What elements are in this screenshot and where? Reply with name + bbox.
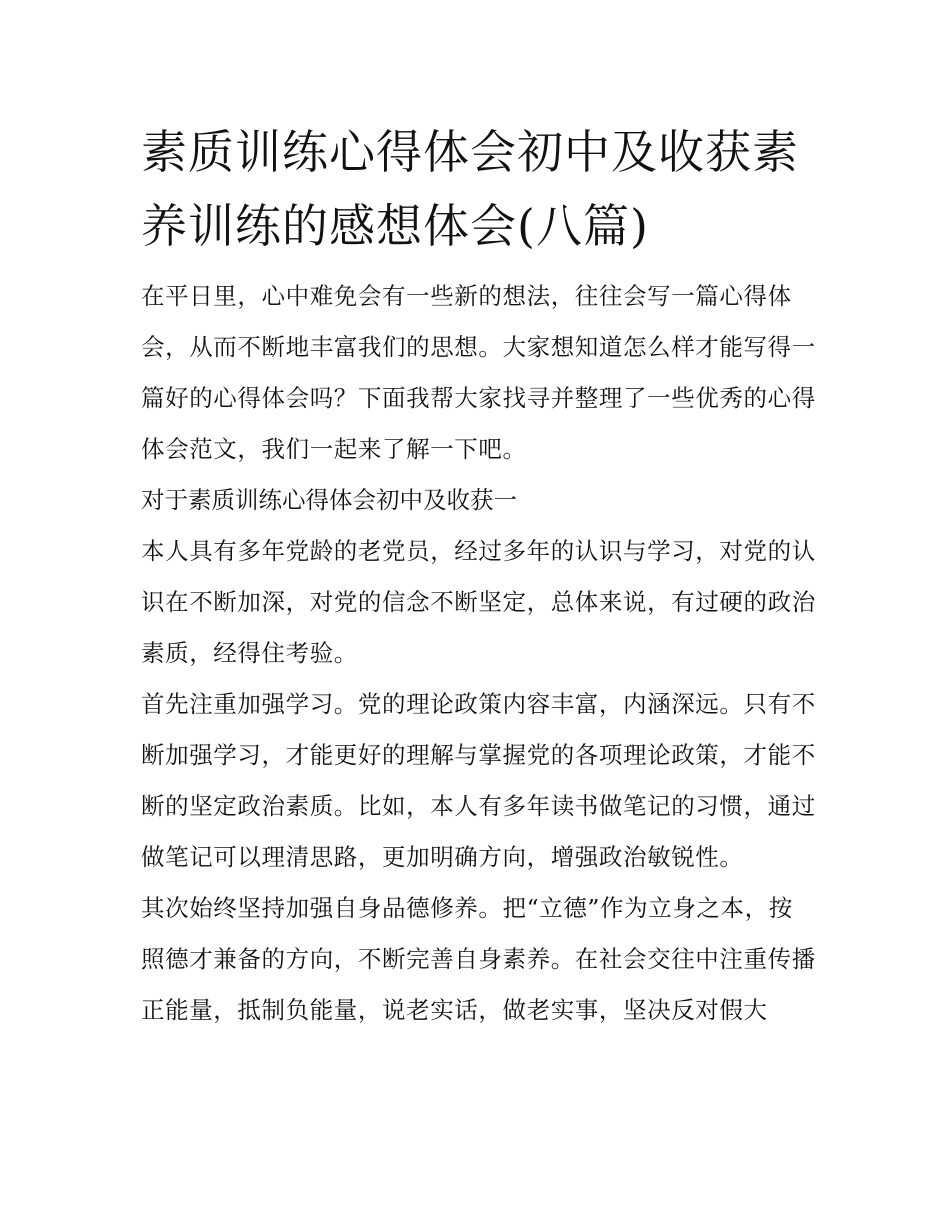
document-title: 素质训练心得体会初中及收获素养训练的感想体会(八篇)	[141, 125, 799, 253]
body-paragraph-1: 本人具有多年党龄的老党员，经过多年的认识与学习，对党的认识在不断加深，对党的信念不断坚定，总体来说，有过硬的政治素质，经得住考验。	[141, 537, 816, 667]
body-paragraph-2: 首先注重加强学习。党的理论政策内容丰富，内涵深远。只有不断加强学习，才能更好的理解与掌握党的各项理论政策，才能不断的坚定政治素质。比如，本人有多年读书做笔记的习惯，通过做笔记可以理清思路，更加明确方向，增强政治敏锐性。	[141, 690, 816, 871]
title-block	[141, 115, 816, 263]
body-paragraph-3: 其次始终坚持加强自身品德修养。把“立德”作为立身之本，按照德才兼备的方向，不断完善自身素养。在社会交往中注重传播正能量，抵制负能量，说老实话，做老实事，坚决反对假大	[141, 894, 816, 1024]
document-content	[141, 115, 816, 1036]
section-heading: 对于素质训练心得体会初中及收获一	[141, 486, 517, 514]
intro-paragraph: 在平日里，心中难免会有一些新的想法，往往会写一篇心得体会，从而不断地丰富我们的思想。大家想知道怎么样才能写得一篇好的心得体会吗？下面我帮大家找寻并整理了一些优秀的心得体会范文，我们一起来了解一下吧。	[141, 282, 816, 463]
